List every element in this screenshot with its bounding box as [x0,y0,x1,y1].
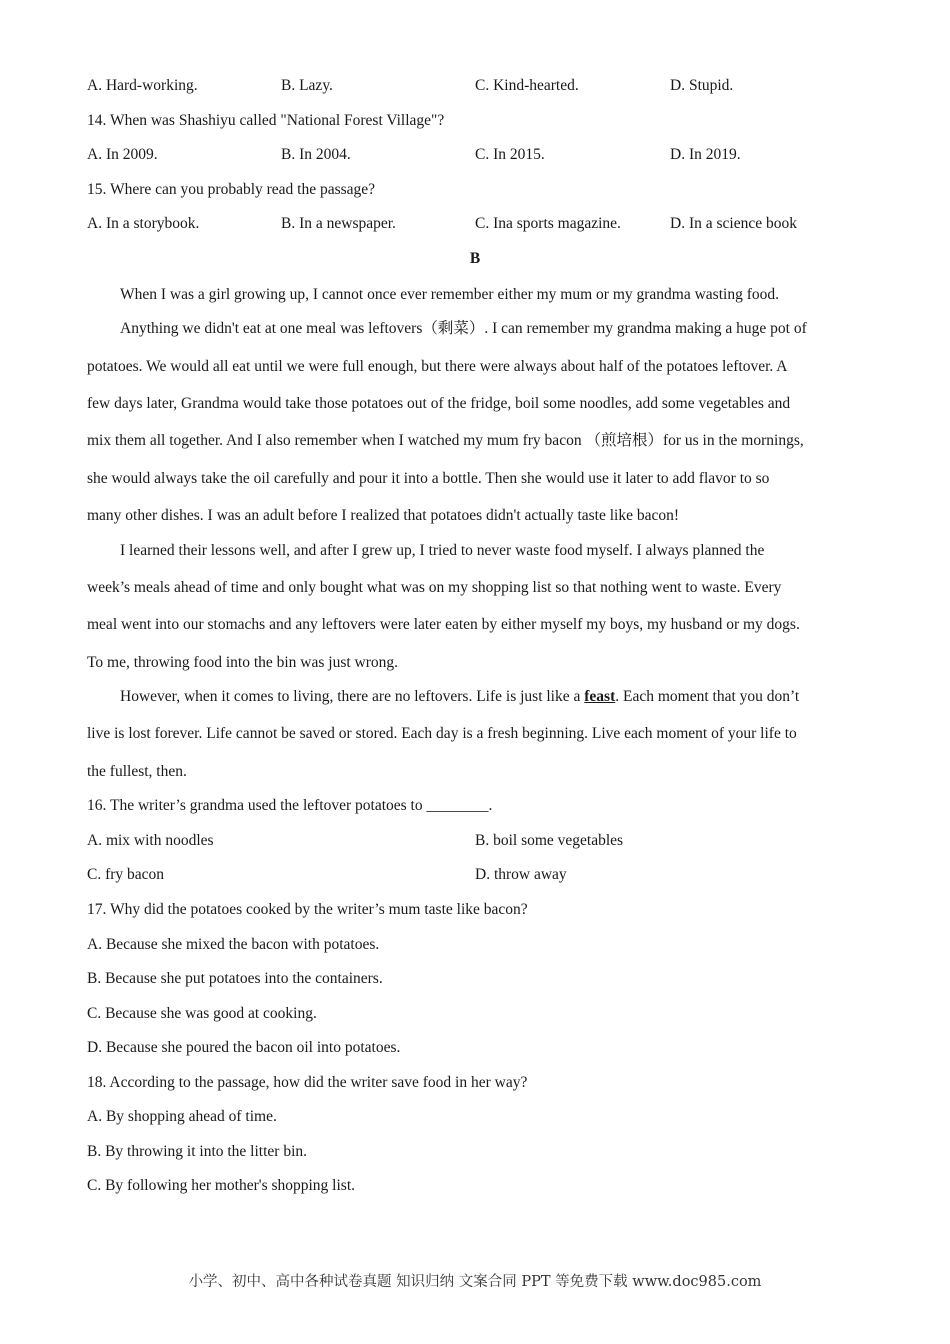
q13-option-d: D. Stupid. [670,77,734,94]
q14-question: 14. When was Shashiyu called "National Forest Village"? [87,112,445,129]
passage-p2-line-4: mix them all together. And I also remember when I watched my mum fry bacon （煎培根）for us in the mornings, [87,432,804,449]
q14-option-d: D. In 2019. [670,146,741,163]
passage-p4-line-3: the fullest, then. [87,763,187,780]
q13-option-c: C. Kind-hearted. [475,77,579,94]
q16-option-c: C. fry bacon [87,866,165,883]
q14-option-c: C. In 2015. [475,146,545,163]
q15-option-c: C. Ina sports magazine. [475,215,621,232]
q15-question: 15. Where can you probably read the passage? [87,181,376,198]
passage-p4-start: However, when it comes to living, there are no leftovers. Life is just like a [120,688,585,705]
q13-option-a: A. Hard-working. [87,77,198,94]
passage-p3-line-3: meal went into our stomachs and any leftovers were later eaten by either myself my boys, my husband or my dogs. [87,616,800,633]
page-footer: 小学、初中、高中各种试卷真题 知识归纳 文案合同 PPT 等免费下载 www.doc985.com [188,1274,762,1290]
passage-p3-line-4: To me, throwing food into the bin was just wrong. [87,654,399,671]
q17-option-b: B. Because she put potatoes into the containers. [87,970,383,987]
passage-paragraph-1: When I was a girl growing up, I cannot once ever remember either my mum or my grandma wasting food. [120,286,779,303]
q17-question: 17. Why did the potatoes cooked by the writer’s mum taste like bacon? [87,901,528,918]
q16-option-b: B. boil some vegetables [475,832,624,849]
passage-p2-line-6: many other dishes. I was an adult before I realized that potatoes didn't actually taste like bacon! [87,507,680,524]
passage-p2-line-3: few days later, Grandma would take those potatoes out of the fridge, boil some noodles, add some vegetables and [87,395,791,412]
q16-question: 16. The writer’s grandma used the leftover potatoes to ________. [87,797,493,814]
q18-option-a: A. By shopping ahead of time. [87,1108,277,1125]
passage-p4-end: . Each moment that you don’t [615,688,800,705]
passage-p3-line-1: I learned their lessons well, and after I grew up, I tried to never waste food myself. I always planned the [120,542,765,559]
q18-option-b: B. By throwing it into the litter bin. [87,1143,308,1160]
q16-option-d: D. throw away [475,866,567,883]
passage-p4-line-2: live is lost forever. Life cannot be saved or stored. Each day is a fresh beginning. Live each moment of your life to [87,725,797,742]
feast-keyword: feast [584,688,616,705]
passage-p2-line-2: potatoes. We would all eat until we were full enough, but there were always about half of the potatoes leftover. A [87,358,788,375]
q17-option-c: C. Because she was good at cooking. [87,1005,317,1022]
q14-option-a: A. In 2009. [87,146,158,163]
q18-option-c: C. By following her mother's shopping list. [87,1177,356,1194]
passage-p2-line-5: she would always take the oil carefully and pour it into a bottle. Then she would use it later to add flavor to so [87,470,770,487]
q15-option-d: D. In a science book [670,215,797,232]
q16-option-a: A. mix with noodles [87,832,214,849]
q15-option-b: B. In a newspaper. [281,215,396,232]
q15-options [0,214,950,234]
q13-option-b: B. Lazy. [281,77,333,94]
q14-option-b: B. In 2004. [281,146,351,163]
passage-p2-line-1: Anything we didn't eat at one meal was leftovers（剩菜）. I can remember my grandma making a huge pot of [120,320,807,337]
q14-options [0,145,950,165]
section-title: B [469,250,481,267]
q17-option-a: A. Because she mixed the bacon with potatoes. [87,936,380,953]
passage-p3-line-2: week’s meals ahead of time and only bought what was on my shopping list so that nothing went to waste. Every [87,579,782,596]
passage-p4-line-1 [120,687,799,707]
q17-option-d: D. Because she poured the bacon oil into potatoes. [87,1039,401,1056]
q18-question: 18. According to the passage, how did the writer save food in her way? [87,1074,528,1091]
q13-options [0,76,950,96]
q15-option-a: A. In a storybook. [87,215,200,232]
